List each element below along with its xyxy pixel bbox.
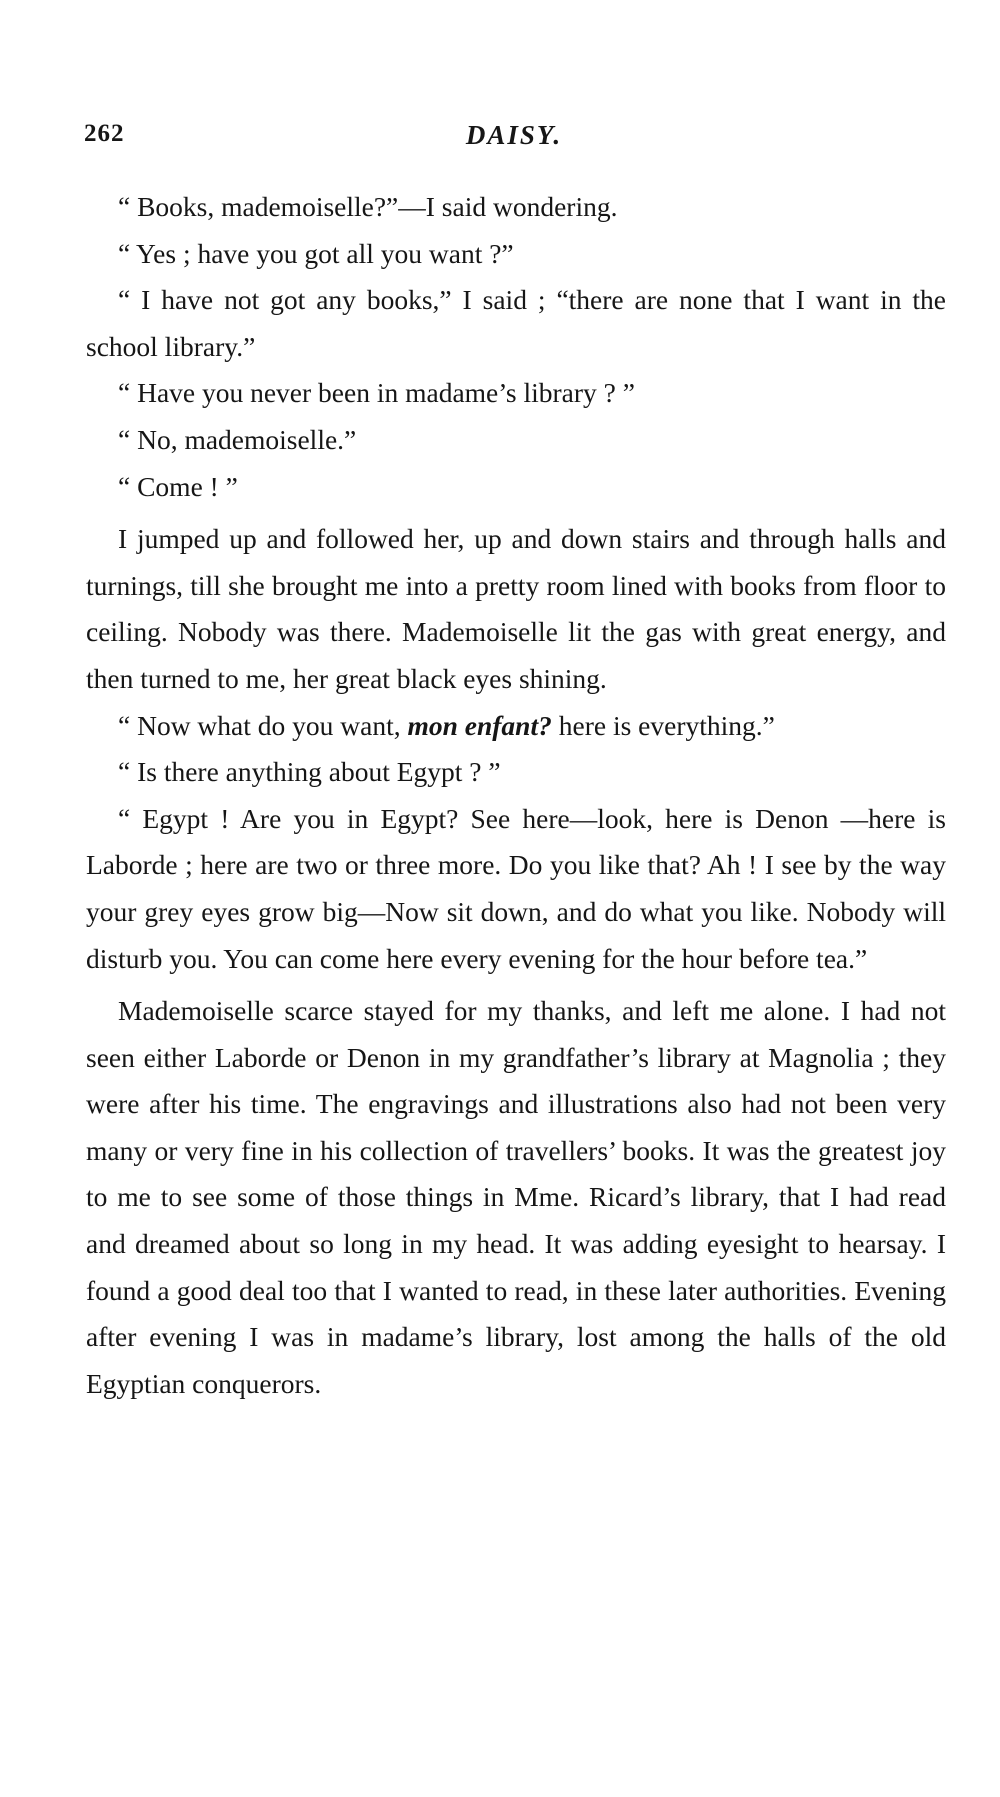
paragraph-madames-library: “ Have you never been in madame’s library ? ” [118, 377, 635, 409]
body-text [86, 184, 946, 1407]
paragraph-what-do-you-want [86, 703, 946, 750]
running-title: DAISY. [465, 120, 563, 150]
paragraph-left-alone: Mademoiselle scarce stayed for my thanks, and left me alone. I had not seen either Laborde or Denon in my grandfather’s library at Magnolia ; they were after his time. The engravings and illustrations also had not been very many or very fine in his collection of travellers’ books. It was the greatest joy to me to see some of those things in Mme. Ricard’s library, that I had read and dreamed about so long in my head. It was adding eyesight to hearsay. I found a good deal too that I wanted to read, in these later authorities. Evening after evening I was in madame’s library, lost among the halls of the old Egyptian conquerors. [86, 995, 946, 1399]
paragraph-no-books: “ I have not got any books,” I said ; “there are none that I want in the school library.” [86, 284, 946, 362]
paragraph-denon-laborde: “ Egypt ! Are you in Egypt? See here—look, here is Denon —here is Laborde ; here are two or three more. Do you like that? Ah ! I see by the way your grey eyes grow big—Now sit down, and do what you like. Nobody will disturb you. You can come here every evening for the hour before tea.” [86, 802, 946, 974]
quote-end: here is everything.” [551, 709, 775, 741]
quote-start: “ Now what do you want, [118, 709, 408, 741]
emphasis-mon-enfant: mon enfant? [407, 709, 552, 741]
paragraph-come: “ Come ! ” [118, 470, 238, 502]
page-number: 262 [84, 120, 125, 147]
paragraph-yes: “ Yes ; have you got all you want ?” [118, 237, 514, 269]
running-head [84, 120, 944, 156]
paragraph-books: “ Books, mademoiselle?”—I said wondering. [118, 191, 618, 222]
paragraph-no-mademoiselle: “ No, mademoiselle.” [118, 423, 357, 455]
paragraph-followed-her: I jumped up and followed her, up and down stairs and through halls and turnings, till she brought me into a pretty room lined with books from floor to ceiling. Nobody was there. Mademoiselle lit the gas with great energy, and then turned to me, her great black eyes shining. [86, 523, 946, 694]
paragraph-egypt-question: “ Is there anything about Egypt ? ” [118, 756, 501, 788]
